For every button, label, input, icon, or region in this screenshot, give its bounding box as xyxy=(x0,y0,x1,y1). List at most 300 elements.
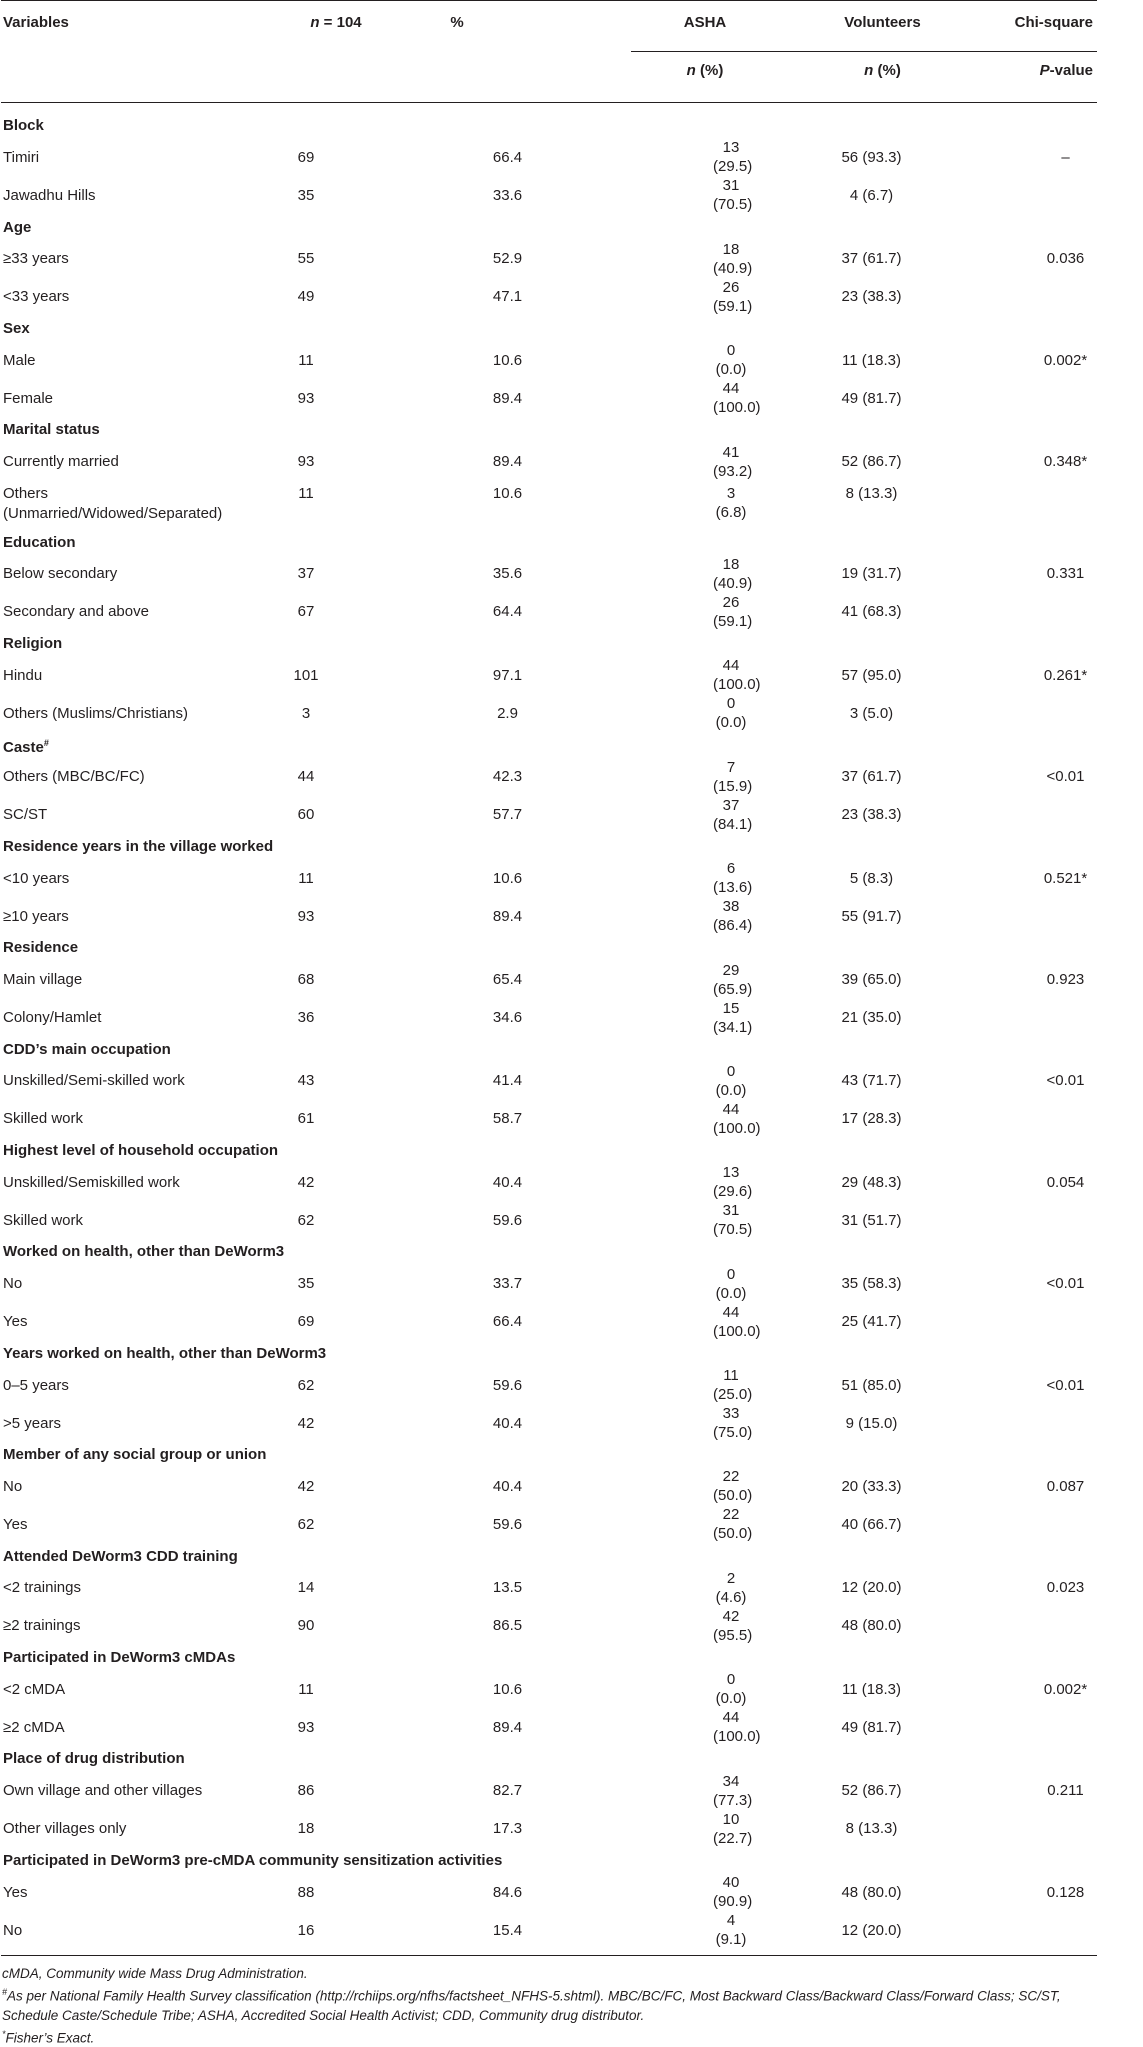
cell-n: 93 xyxy=(297,389,315,407)
cell-percent: 33.7 xyxy=(492,1275,523,1293)
section-label-text: Marital status xyxy=(3,421,100,439)
row-label xyxy=(1,1670,286,1708)
row-label xyxy=(1,379,286,417)
row-label-text: <2 cMDA xyxy=(3,1680,66,1698)
table-row xyxy=(1,1607,1097,1645)
table-row xyxy=(1,859,1097,897)
section-label xyxy=(1,1037,1097,1062)
cell-n: 60 xyxy=(297,806,315,824)
row-label-text: <10 years xyxy=(3,869,70,887)
cell-percent: 66.4 xyxy=(492,1313,523,1331)
table-row xyxy=(1,694,1097,732)
cell-percent: 82.7 xyxy=(492,1782,523,1800)
cell-n: 62 xyxy=(297,1211,315,1229)
section-label xyxy=(1,1442,1097,1467)
cell-percent: 59.6 xyxy=(492,1515,523,1533)
table-row xyxy=(1,1467,1097,1505)
row-label-text: Others (Muslims/Christians) xyxy=(3,704,189,722)
row-label xyxy=(1,1569,286,1607)
cell-percent: 40.4 xyxy=(492,1173,523,1191)
cell-percent: 65.4 xyxy=(492,971,523,989)
cell-volunteers: 19 (31.7) xyxy=(841,565,902,583)
cell-asha: 26 (59.1) xyxy=(713,593,753,630)
section-header-row xyxy=(1,1746,1097,1771)
cell-volunteers: 48 (80.0) xyxy=(841,1617,902,1635)
cell-volunteers: 5 (8.3) xyxy=(849,869,894,887)
row-label xyxy=(1,961,286,999)
row-label-text: 0–5 years xyxy=(3,1376,69,1394)
cell-percent: 40.4 xyxy=(492,1477,523,1495)
cell-volunteers: 40 (66.7) xyxy=(841,1515,902,1533)
row-label-text: Yes xyxy=(3,1883,28,1901)
section-label-text: Residence xyxy=(3,939,79,957)
cell-volunteers: 23 (38.3) xyxy=(841,806,902,824)
section-label xyxy=(1,1746,1097,1771)
cell-p-value xyxy=(986,1100,1097,1138)
cell-asha: 44 (100.0) xyxy=(713,657,761,694)
table-row xyxy=(1,758,1097,796)
table-row xyxy=(1,341,1097,379)
table-footnotes xyxy=(0,1956,1104,2047)
row-label-text: Jawadhu Hills xyxy=(3,186,96,204)
row-label-text: Female xyxy=(3,389,54,407)
cell-p-value: <0.01 xyxy=(1046,1376,1085,1394)
table-row xyxy=(1,897,1097,935)
table-row xyxy=(1,1670,1097,1708)
cell-asha: 31 (70.5) xyxy=(713,177,753,214)
cell-p-value xyxy=(986,481,1097,530)
cell-p-value xyxy=(986,278,1097,316)
cell-volunteers: 55 (91.7) xyxy=(841,907,902,925)
cell-n: 69 xyxy=(297,1313,315,1331)
row-label xyxy=(1,443,286,481)
cell-p-value: <0.01 xyxy=(1046,768,1085,786)
cell-volunteers: 3 (5.0) xyxy=(849,704,894,722)
section-header-row xyxy=(1,1138,1097,1163)
cell-n: 90 xyxy=(297,1617,315,1635)
section-label-text: Worked on health, other than DeWorm3 xyxy=(3,1243,285,1261)
section-header-row xyxy=(1,103,1097,139)
section-label-text: Religion xyxy=(3,635,63,653)
section-label-text: Attended DeWorm3 CDD training xyxy=(3,1547,238,1565)
header-row-2 xyxy=(1,52,1097,103)
cell-n: 101 xyxy=(293,666,319,684)
cell-volunteers: 41 (68.3) xyxy=(841,603,902,621)
header-row-1 xyxy=(1,1,1097,52)
section-label xyxy=(1,530,1097,555)
cell-n: 93 xyxy=(297,453,315,471)
cell-n: 11 xyxy=(298,869,314,887)
cell-volunteers: 8 (13.3) xyxy=(845,1820,898,1838)
row-label xyxy=(1,278,286,316)
table-body xyxy=(1,103,1097,1956)
row-label xyxy=(1,1201,286,1239)
table-row xyxy=(1,555,1097,593)
cell-asha: 0 (0.0) xyxy=(715,342,747,379)
section-header-row xyxy=(1,631,1097,656)
row-label xyxy=(1,593,286,631)
row-label-text-2: (Unmarried/Widowed/Separated) xyxy=(3,504,223,522)
section-label-sup: # xyxy=(43,737,49,748)
section-header-row xyxy=(1,1543,1097,1568)
section-label xyxy=(1,1848,1097,1873)
row-label xyxy=(1,240,286,278)
row-label xyxy=(1,1303,286,1341)
cell-p-value xyxy=(986,379,1097,417)
cell-n: 35 xyxy=(297,186,315,204)
header-asha-n-pct: n (%) xyxy=(631,52,751,103)
cell-p-value: 0.331 xyxy=(1046,565,1085,583)
row-label-text: No xyxy=(3,1275,23,1293)
cell-asha: 44 (100.0) xyxy=(713,1100,761,1137)
section-label xyxy=(1,1543,1097,1568)
cell-percent: 41.4 xyxy=(492,1072,523,1090)
cell-percent: 89.4 xyxy=(492,907,523,925)
section-label-text: Block xyxy=(3,117,44,135)
cell-volunteers: 11 (18.3) xyxy=(842,351,901,369)
cell-volunteers: 25 (41.7) xyxy=(841,1313,902,1331)
cell-p-value: 0.211 xyxy=(1047,1782,1084,1800)
section-label-text: Years worked on health, other than DeWorm3 xyxy=(3,1344,327,1362)
row-label-text: Hindu xyxy=(3,666,43,684)
table-row xyxy=(1,1911,1097,1956)
cell-n: 37 xyxy=(297,565,315,583)
cell-percent: 35.6 xyxy=(492,565,523,583)
section-label-text: Residence years in the village worked xyxy=(3,837,274,855)
cell-volunteers: 9 (15.0) xyxy=(845,1414,898,1432)
section-label-text: Caste xyxy=(3,738,44,756)
cell-percent: 59.6 xyxy=(492,1211,523,1229)
section-label xyxy=(1,631,1097,656)
cell-n: 67 xyxy=(297,603,315,621)
cell-n: 55 xyxy=(297,250,315,268)
cell-volunteers: 4 (6.7) xyxy=(849,186,894,204)
cell-volunteers: 12 (20.0) xyxy=(751,1911,986,1956)
cell-volunteers: 51 (85.0) xyxy=(841,1376,902,1394)
cell-n: 42 xyxy=(297,1477,315,1495)
cell-p-value xyxy=(986,176,1097,214)
section-label xyxy=(1,1239,1097,1264)
cell-asha: 22 (50.0) xyxy=(713,1506,753,1543)
row-label-text: Other villages only xyxy=(3,1820,127,1838)
cell-p-value xyxy=(986,694,1097,732)
cell-p-value: 0.002* xyxy=(1043,351,1088,369)
section-header-row xyxy=(1,1341,1097,1366)
section-label xyxy=(1,214,1097,239)
section-header-row xyxy=(1,1645,1097,1670)
cell-percent: 89.4 xyxy=(492,389,523,407)
section-label xyxy=(1,1645,1097,1670)
row-label-text: ≥2 cMDA xyxy=(3,1718,65,1736)
cell-volunteers: 57 (95.0) xyxy=(841,666,902,684)
row-label-text: Unskilled/Semiskilled work xyxy=(3,1173,180,1191)
cell-volunteers: 35 (58.3) xyxy=(841,1275,902,1293)
cell-asha: 44 (100.0) xyxy=(713,1303,761,1340)
row-label-text: Yes xyxy=(3,1515,28,1533)
table-row xyxy=(1,1772,1097,1810)
cell-p-value xyxy=(986,897,1097,935)
cell-n: 93 xyxy=(297,1718,315,1736)
cell-percent: 34.6 xyxy=(492,1009,523,1027)
table-row xyxy=(1,278,1097,316)
cell-asha: 13 (29.6) xyxy=(713,1164,753,1201)
cell-n: 16 xyxy=(286,1911,386,1956)
section-label-text: Participated in DeWorm3 pre-cMDA community sensitization activities xyxy=(3,1851,503,1869)
cell-volunteers: 43 (71.7) xyxy=(841,1072,902,1090)
row-label-text: >5 years xyxy=(3,1414,61,1432)
row-label-text: SC/ST xyxy=(3,806,48,824)
cell-p-value: <0.01 xyxy=(1046,1275,1085,1293)
table-row xyxy=(1,1303,1097,1341)
header-percent: % xyxy=(386,1,631,52)
cell-volunteers: 56 (93.3) xyxy=(841,148,902,166)
cell-asha: 0 (0.0) xyxy=(715,1671,747,1708)
table-row xyxy=(1,379,1097,417)
cell-percent: 47.1 xyxy=(492,288,523,306)
table-row xyxy=(1,1873,1097,1911)
header-blank-3 xyxy=(386,52,631,103)
cell-percent: 42.3 xyxy=(492,768,523,786)
cell-p-value xyxy=(986,1708,1097,1746)
row-label xyxy=(1,656,286,694)
cell-asha: 2 (4.6) xyxy=(715,1569,747,1606)
cell-percent: 57.7 xyxy=(492,806,523,824)
table-row xyxy=(1,1062,1097,1100)
section-header-row xyxy=(1,1037,1097,1062)
row-label xyxy=(1,341,286,379)
cell-volunteers: 21 (35.0) xyxy=(841,1009,902,1027)
cell-asha: 44 (100.0) xyxy=(713,1709,761,1746)
cell-p-value xyxy=(986,796,1097,834)
cell-asha: 11 (25.0) xyxy=(713,1367,753,1404)
cell-percent: 59.6 xyxy=(492,1376,523,1394)
section-label-text: Age xyxy=(3,218,32,236)
cell-volunteers: 48 (80.0) xyxy=(841,1883,902,1901)
section-label-text: Participated in DeWorm3 cMDAs xyxy=(3,1649,236,1667)
cell-percent: 10.6 xyxy=(492,351,523,369)
row-label xyxy=(1,1163,286,1201)
cell-asha: 22 (50.0) xyxy=(713,1468,753,1505)
section-label xyxy=(1,732,1097,757)
cell-volunteers: 20 (33.3) xyxy=(841,1477,902,1495)
row-label xyxy=(1,1810,286,1848)
section-header-row xyxy=(1,935,1097,960)
cell-n: 43 xyxy=(297,1072,315,1090)
cell-n: 44 xyxy=(297,768,315,786)
cell-asha: 40 (90.9) xyxy=(713,1874,753,1911)
footnote-cmda: cMDA, Community wide Mass Drug Administration. xyxy=(2,1966,308,1982)
row-label xyxy=(1,176,286,214)
cell-asha: 10 (22.7) xyxy=(713,1810,753,1847)
cell-volunteers: 39 (65.0) xyxy=(841,971,902,989)
row-label xyxy=(1,999,286,1037)
cell-percent: 89.4 xyxy=(492,1718,523,1736)
header-asha: ASHA xyxy=(631,1,751,52)
row-label xyxy=(1,1911,286,1956)
cell-n: 93 xyxy=(297,907,315,925)
table-row xyxy=(1,961,1097,999)
section-header-row xyxy=(1,1848,1097,1873)
table-row xyxy=(1,1201,1097,1239)
cell-n: 18 xyxy=(297,1820,315,1838)
row-label xyxy=(1,1607,286,1645)
row-label xyxy=(1,1873,286,1911)
cell-volunteers: 52 (86.7) xyxy=(841,453,902,471)
header-n-total: n = 104 xyxy=(286,1,386,52)
section-label-text: Sex xyxy=(3,319,30,337)
row-label-text: Unskilled/Semi-skilled work xyxy=(3,1072,185,1090)
cell-asha: 6 (13.6) xyxy=(713,860,753,897)
header-blank-2 xyxy=(286,52,386,103)
table-row xyxy=(1,1810,1097,1848)
cell-p-value: – xyxy=(1061,148,1070,166)
row-label xyxy=(1,694,286,732)
cell-volunteers: 52 (86.7) xyxy=(841,1782,902,1800)
table-row xyxy=(1,593,1097,631)
cell-volunteers: 12 (20.0) xyxy=(841,1579,902,1597)
cell-asha: 7 (15.9) xyxy=(713,758,753,795)
cell-p-value: 0.036 xyxy=(1046,250,1085,268)
cell-n: 69 xyxy=(297,148,315,166)
row-label-text: Secondary and above xyxy=(3,603,149,621)
cell-n: 11 xyxy=(298,1680,314,1698)
cell-percent: 84.6 xyxy=(492,1883,523,1901)
row-label xyxy=(1,1366,286,1404)
row-label-text: No xyxy=(3,1921,23,1939)
header-variables: Variables xyxy=(1,1,286,52)
row-label-text: Others xyxy=(3,484,49,502)
section-label xyxy=(1,935,1097,960)
cell-n: 49 xyxy=(297,288,315,306)
cell-p-value: 0.348* xyxy=(1043,453,1088,471)
section-header-row xyxy=(1,530,1097,555)
cell-n: 62 xyxy=(297,1515,315,1533)
header-blank-1 xyxy=(1,52,286,103)
section-header-row xyxy=(1,417,1097,442)
section-header-row xyxy=(1,1239,1097,1264)
cell-percent: 64.4 xyxy=(492,603,523,621)
row-label xyxy=(1,481,286,530)
cell-percent: 2.9 xyxy=(497,704,518,722)
cell-p-value: 0.128 xyxy=(1046,1883,1085,1901)
row-label-text: Currently married xyxy=(3,453,119,471)
cell-n: 42 xyxy=(297,1173,315,1191)
cell-asha: 38 (86.4) xyxy=(713,898,753,935)
cell-asha: 0 (0.0) xyxy=(715,695,747,732)
cell-p-value xyxy=(986,1201,1097,1239)
cell-percent: 86.5 xyxy=(492,1617,523,1635)
cell-p-value: 0.054 xyxy=(1046,1173,1085,1191)
cell-n: 3 xyxy=(301,704,311,722)
cell-n: 42 xyxy=(297,1414,315,1432)
row-label-text: Skilled work xyxy=(3,1211,84,1229)
cell-volunteers: 29 (48.3) xyxy=(841,1173,902,1191)
row-label-text: Skilled work xyxy=(3,1110,84,1128)
table-row xyxy=(1,1366,1097,1404)
section-header-row xyxy=(1,834,1097,859)
cell-asha: 18 (40.9) xyxy=(713,240,753,277)
cell-p-value xyxy=(986,593,1097,631)
cell-asha: 18 (40.9) xyxy=(713,555,753,592)
row-label xyxy=(1,1505,286,1543)
cell-n: 11 xyxy=(298,484,314,502)
cell-asha: 33 (75.0) xyxy=(713,1405,753,1442)
cell-p-value xyxy=(986,1303,1097,1341)
header-p-value: P-value xyxy=(986,52,1097,103)
cell-volunteers: 37 (61.7) xyxy=(841,768,902,786)
row-label-text: Male xyxy=(3,351,36,369)
row-label xyxy=(1,796,286,834)
cell-asha: 41 (93.2) xyxy=(713,443,753,480)
header-vol-n-pct: n (%) xyxy=(751,52,986,103)
table-row xyxy=(1,1163,1097,1201)
cell-n: 14 xyxy=(297,1579,315,1597)
table-row xyxy=(1,796,1097,834)
row-label-text: Below secondary xyxy=(3,565,118,583)
table-row xyxy=(1,1505,1097,1543)
cell-p-value: 0.261* xyxy=(1043,666,1088,684)
row-label-text: ≥33 years xyxy=(3,250,69,268)
cell-asha: 15 (34.1) xyxy=(713,999,753,1036)
row-label-text: Own village and other villages xyxy=(3,1782,203,1800)
cell-p-value xyxy=(986,1505,1097,1543)
table-row xyxy=(1,1708,1097,1746)
cell-volunteers: 8 (13.3) xyxy=(845,484,898,502)
table-row xyxy=(1,1265,1097,1303)
table-row xyxy=(1,1100,1097,1138)
cell-volunteers: 31 (51.7) xyxy=(841,1211,902,1229)
cell-volunteers: 49 (81.7) xyxy=(841,389,902,407)
cell-asha: 26 (59.1) xyxy=(713,278,753,315)
cell-n: 11 xyxy=(298,351,314,369)
table-row xyxy=(1,656,1097,694)
table-row xyxy=(1,176,1097,214)
section-label xyxy=(1,1138,1097,1163)
row-label xyxy=(1,1404,286,1442)
row-label xyxy=(1,1265,286,1303)
row-label xyxy=(1,758,286,796)
cell-p-value: 0.923 xyxy=(1046,971,1085,989)
row-label xyxy=(1,859,286,897)
row-label xyxy=(1,1062,286,1100)
cell-n: 68 xyxy=(297,971,315,989)
cell-p-value xyxy=(986,1404,1097,1442)
row-label xyxy=(1,555,286,593)
cell-percent: 58.7 xyxy=(492,1110,523,1128)
row-label-text: Timiri xyxy=(3,148,40,166)
cell-p-value xyxy=(986,999,1097,1037)
table-row xyxy=(1,443,1097,481)
cell-volunteers: 23 (38.3) xyxy=(841,288,902,306)
cell-n: 61 xyxy=(297,1110,315,1128)
cell-asha: 34 (77.3) xyxy=(713,1772,753,1809)
row-label-text: <33 years xyxy=(3,288,70,306)
cell-percent: 52.9 xyxy=(492,250,523,268)
row-label xyxy=(1,1772,286,1810)
section-label xyxy=(1,316,1097,341)
cell-p-value: 0.002* xyxy=(1043,1680,1088,1698)
section-header-row xyxy=(1,732,1097,757)
section-label xyxy=(1,417,1097,442)
section-label xyxy=(1,1341,1097,1366)
row-label-text: Yes xyxy=(3,1313,28,1331)
cell-n: 88 xyxy=(297,1883,315,1901)
section-label xyxy=(1,834,1097,859)
cell-n: 36 xyxy=(297,1009,315,1027)
cell-percent: 40.4 xyxy=(492,1414,523,1432)
cell-asha: 37 (84.1) xyxy=(713,796,753,833)
section-label-text: Education xyxy=(3,533,76,551)
